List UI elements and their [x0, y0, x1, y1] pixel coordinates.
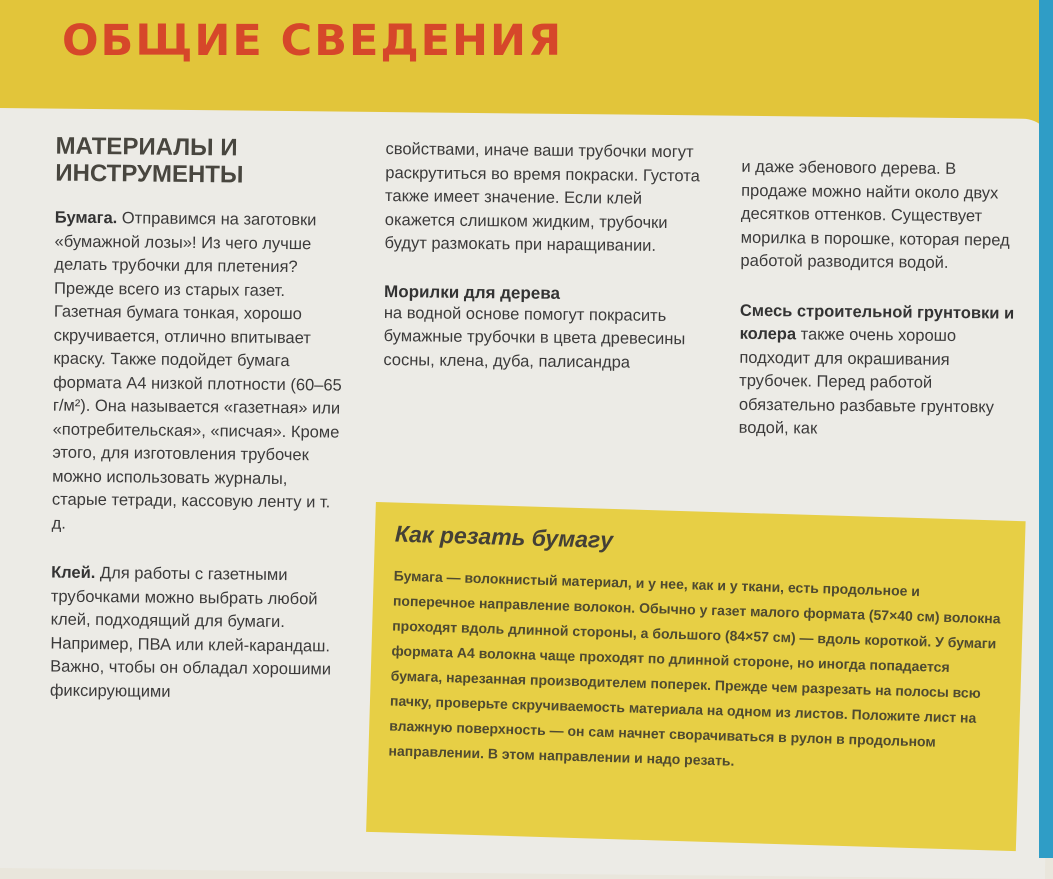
page-body	[0, 108, 1053, 879]
stain-text: на водной основе помогут покрасить бумажные трубочки в цвета древесины сосны, клена, дуба, палисандра	[383, 303, 686, 372]
stain-title: Морилки для дерева	[384, 281, 561, 303]
column-1	[50, 133, 348, 706]
mix-title: Смесь строительной грунтовки и колера	[739, 301, 1015, 344]
page-edge	[1039, 0, 1053, 858]
tip-box-title: Как резать бумагу	[394, 520, 614, 554]
tip-box-text: Бумага — волокнистый материал, и у нее, как и у ткани, есть продольное и поперечное направление волокон. Обычно у газет малого формата (57×40 см) волокна проходят вдоль длинной стороны, а большого (84×57 см) — вдоль короткой. У бумаги формата А4 волокна чаще проходят по длинной стороне, но иногда попадается бумага, нарезанная производителем поперек. Прежде чем разрезать на полосы всю пачку, проверьте скручиваемость материала на одном из листов. Положите лист на влажную поверхность — он сам начнет сворачиваться в рулон в продольном направлении. В этом направлении и надо резать.	[388, 567, 1001, 769]
column-2	[383, 138, 701, 375]
stain-continuation: и даже эбенового дерева. В продаже можно найти около двух десятков оттенков. Существует морилка в порошке, которая перед работой разводится водой.	[740, 157, 1010, 272]
glue-text: Для работы с газетными трубочками можно выбрать любой клей, подходящий для бумаги. Например, ПВА или клей-карандаш. Важно, чтобы он обладал хорошими фиксирующими	[49, 564, 332, 701]
paper-term: Бумага.	[54, 208, 118, 228]
paper-paragraph	[52, 207, 347, 539]
column-3	[739, 156, 1026, 443]
glue-paragraph	[50, 562, 343, 706]
glue-term: Клей.	[51, 563, 96, 583]
tip-box	[366, 502, 1026, 851]
glue-continuation: свойствами, иначе ваши трубочки могут раскрутиться во время покраски. Густота также имеет значение. Если клей окажется слишком жидким, трубочки будут размокать при наращивании.	[384, 140, 700, 255]
mix-paragraph	[739, 299, 1024, 443]
paper-text: Отправимся на заготовки «бумажной лозы»! Из чего лучше делать трубочки для плетения? Прежде всего из старых газет. Газетная бумага тонкая, хорошо скручивается, отлично впитывает краску. Также подойдет бумага формата А4 низкой плотности (60–65 г/м²). Она называется «газетная» или «потребительская», «писчая». Кроме этого, для изготовления трубочек можно использовать журналы, старые тетради, кассовую ленту и т. д.	[51, 209, 342, 533]
section-heading: МАТЕРИАЛЫ И ИНСТРУМЕНТЫ	[55, 132, 244, 189]
mix-text: также очень хорошо подходит для окрашивания трубочек. Перед работой обязательно разбавьте грунтовку водой, как	[738, 325, 995, 438]
page-title: ОБЩИЕ СВЕДЕНИЯ	[62, 16, 564, 66]
